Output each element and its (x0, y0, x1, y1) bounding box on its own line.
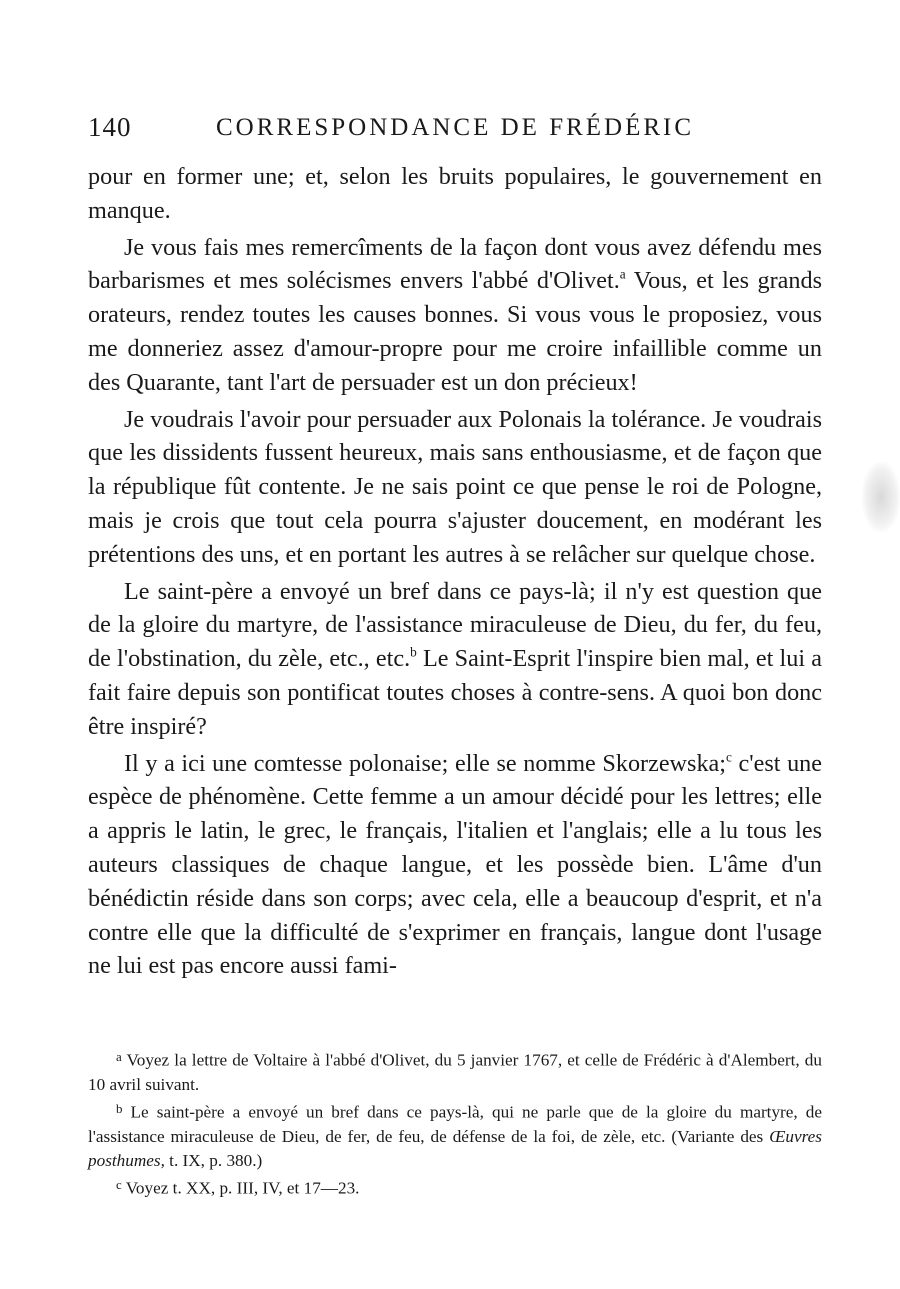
footnote-c-text: Voyez t. XX, p. III, IV, et 17—23. (125, 1178, 360, 1198)
page-smudge (862, 462, 900, 532)
paragraph-2-text-b: Vous, et les grands orateurs, rendez toutes les causes bonnes. Si vous vous le proposiez, vous me donneriez assez d'amour-propre pour me croire infaillible comme un des Quarante, tant l'art de persuader est un don précieux! (88, 267, 822, 396)
paragraph-1 (88, 160, 822, 228)
paragraph-2 (88, 231, 822, 400)
footnotes (88, 1045, 822, 1201)
footnote-mark-b: b (116, 1101, 123, 1116)
page-header (88, 112, 828, 152)
letter-body (88, 160, 822, 986)
footnote-b-text-a: Le saint-père a envoyé un bref dans ce pays-là, qui ne parle que de la gloire du martyre, de l'assistance miraculeuse de Dieu, de fer, de feu, de défense de la foi, de zèle, etc. (Variante des (88, 1102, 822, 1146)
paragraph-4-text-b: Le Saint-Esprit l'inspire bien mal, et lui a fait faire depuis son pontificat toutes choses à contre-sens. A quoi bon donc être inspiré? (88, 645, 823, 740)
footnote-b-text-b: t. IX, p. 380.) (164, 1150, 263, 1170)
page-number: 140 (88, 112, 132, 142)
paragraph-3-text: Je voudrais l'avoir pour persuader aux Polonais la tolérance. Je voudrais que les dissidents fussent heureux, mais sans enthousiasme, et de façon que la république fût contente. Je ne sais point ce que pense le roi de Pologne, mais je crois que tout cela pourra s'ajuster doucement, en modérant les prétentions des uns, et en portant les autres à se relâcher sur quelque chose. (88, 405, 822, 568)
paragraph-3 (88, 403, 822, 572)
paragraph-1-text: pour en former une; et, selon les bruits populaires, le gouvernement en manque. (88, 163, 822, 224)
footnote-a (88, 1045, 822, 1097)
footnote-b-italic-title: Œuvres posthumes, (88, 1126, 822, 1170)
paragraph-4 (88, 575, 822, 744)
paragraph-5-text-a: Il y a ici une comtesse polonaise; elle se nomme Skorzewska; (124, 749, 726, 777)
paragraph-5 (88, 747, 822, 984)
paragraph-4-text-a: Le saint-père a envoyé un bref dans ce pays-là; il n'y est question que de la gloire du martyre, de l'assistance miraculeuse de Dieu, du fer, du feu, de l'obstination, du zèle, etc., etc. (88, 577, 822, 673)
footnote-b (88, 1097, 822, 1173)
footnote-ref-a: a (619, 267, 626, 283)
paragraph-2-text-a: Je vous fais mes remercîments de la façon dont vous avez défendu mes barbarismes et mes solécismes envers l'abbé d'Olivet. (88, 233, 822, 295)
footnote-mark-c: c (116, 1178, 122, 1193)
footnote-ref-c: c (726, 749, 732, 765)
footnote-c (88, 1173, 822, 1201)
footnote-mark-a: a (116, 1050, 122, 1064)
paragraph-5-text-b: c'est une espèce de phénomène. Cette femme a un amour décidé pour les lettres; elle a appris le latin, le grec, le français, l'italien et l'anglais; elle a lu tous les auteurs classiques de chaque langue, et les possède bien. L'âme d'un bénédictin réside dans son corps; avec cela, elle a beaucoup d'esprit, et n'a contre elle que la difficulté de s'exprimer en français, langue dont l'usage ne lui est pas encore aussi fami- (88, 749, 822, 980)
footnote-ref-b: b (410, 644, 417, 660)
running-title: CORRESPONDANCE DE FRÉDÉRIC (216, 114, 695, 141)
footnote-a-text: Voyez la lettre de Voltaire à l'abbé d'Olivet, du 5 janvier 1767, et celle de Frédéric à d'Alembert, du 10 avril suivant. (88, 1050, 822, 1094)
